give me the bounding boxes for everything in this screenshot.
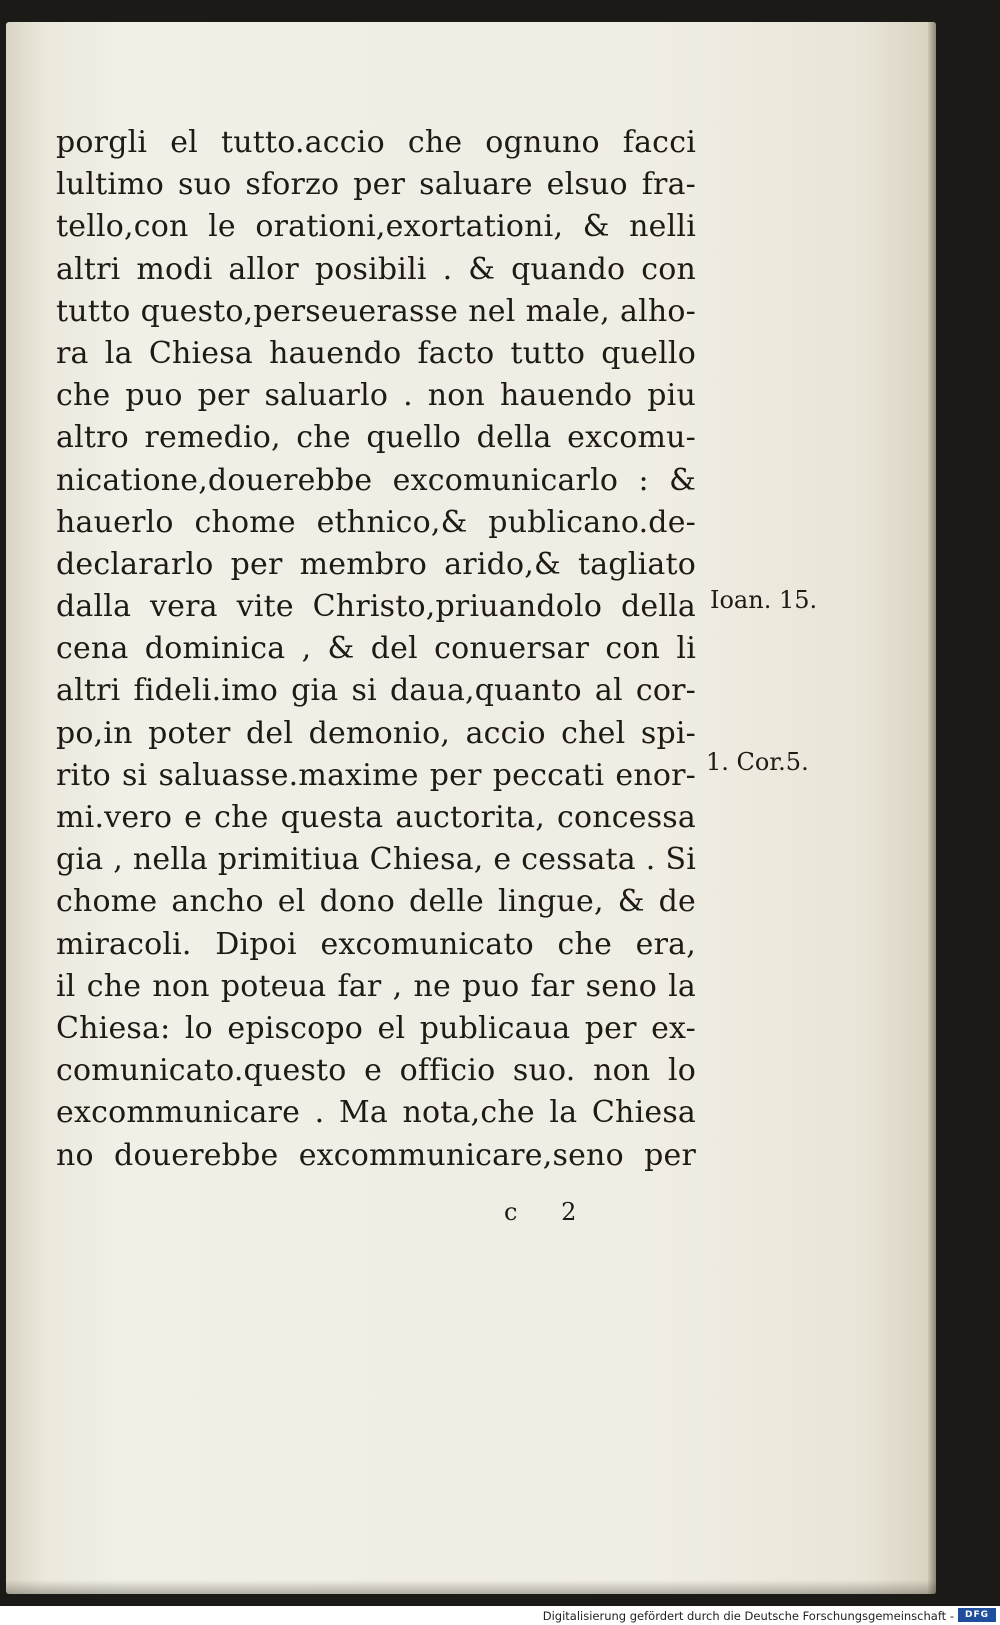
text-line: mi.vero e che questa auctorita, concessa xyxy=(56,800,696,835)
digitization-credit: Digitalisierung gefördert durch die Deutsche Forschungsgemeinschaft - xyxy=(542,1609,954,1623)
text-line: chome ancho el dono delle lingue, & de xyxy=(56,884,696,920)
text-line: dalla vera vite Christo,priuandolo della xyxy=(56,589,696,625)
text-line: rito si saluasse.maxime per peccati enor- xyxy=(56,757,696,793)
page-bottom-shadow xyxy=(6,1580,936,1594)
text-line: hauerlo chome ethnico,& publicano.de- xyxy=(56,504,696,540)
text-line: ra la Chiesa hauendo facto tutto quello xyxy=(56,335,696,371)
text-line: lultimo suo sforzo per saluare elsuo fra- xyxy=(56,167,696,203)
text-line: comunicato.questo e officio suo. non lo xyxy=(56,1053,696,1089)
text-line: tello,con le orationi,exortationi, & nelli xyxy=(56,209,696,245)
text-line: po,in poter del demonio, accio chel spi- xyxy=(56,715,696,751)
text-line: altro remedio, che quello della excomu- xyxy=(56,420,696,456)
page-edge xyxy=(928,22,936,1594)
text-line: altri modi allor posibili . & quando con xyxy=(56,251,696,287)
body-text xyxy=(56,122,696,1177)
text-line: che puo per saluarlo . non hauendo piu xyxy=(56,378,696,414)
text-line: excommunicare . Ma nota,che la Chiesa xyxy=(56,1095,696,1131)
marginal-note-ioan: Ioan. 15. xyxy=(710,586,818,614)
signature-mark: c 2 xyxy=(504,1198,595,1226)
text-line: altri fideli.imo gia si daua,quanto al cor- xyxy=(56,673,696,709)
text-line: tutto questo,perseuerasse nel male, alho- xyxy=(56,293,696,329)
dfg-logo: DFG xyxy=(958,1608,996,1622)
text-line: cena dominica , & del conuersar con li xyxy=(56,631,696,667)
text-line: miracoli. Dipoi excomunicato che era, xyxy=(56,926,696,962)
text-line: nicatione,douerebbe excomunicarlo : & xyxy=(56,462,696,498)
text-line: Chiesa: lo episcopo el publicaua per ex- xyxy=(56,1010,696,1046)
text-line: no douerebbe excommunicare,seno per xyxy=(56,1137,696,1173)
text-line: porgli el tutto.accio che ognuno facci xyxy=(56,125,696,160)
text-line: il che non poteua far , ne puo far seno la xyxy=(56,968,696,1004)
text-line: gia , nella primitiua Chiesa, e cessata . Si xyxy=(56,842,696,878)
text-line: declararlo per membro arido,& tagliato xyxy=(56,546,696,582)
marginal-note-cor: 1. Cor.5. xyxy=(706,748,809,776)
